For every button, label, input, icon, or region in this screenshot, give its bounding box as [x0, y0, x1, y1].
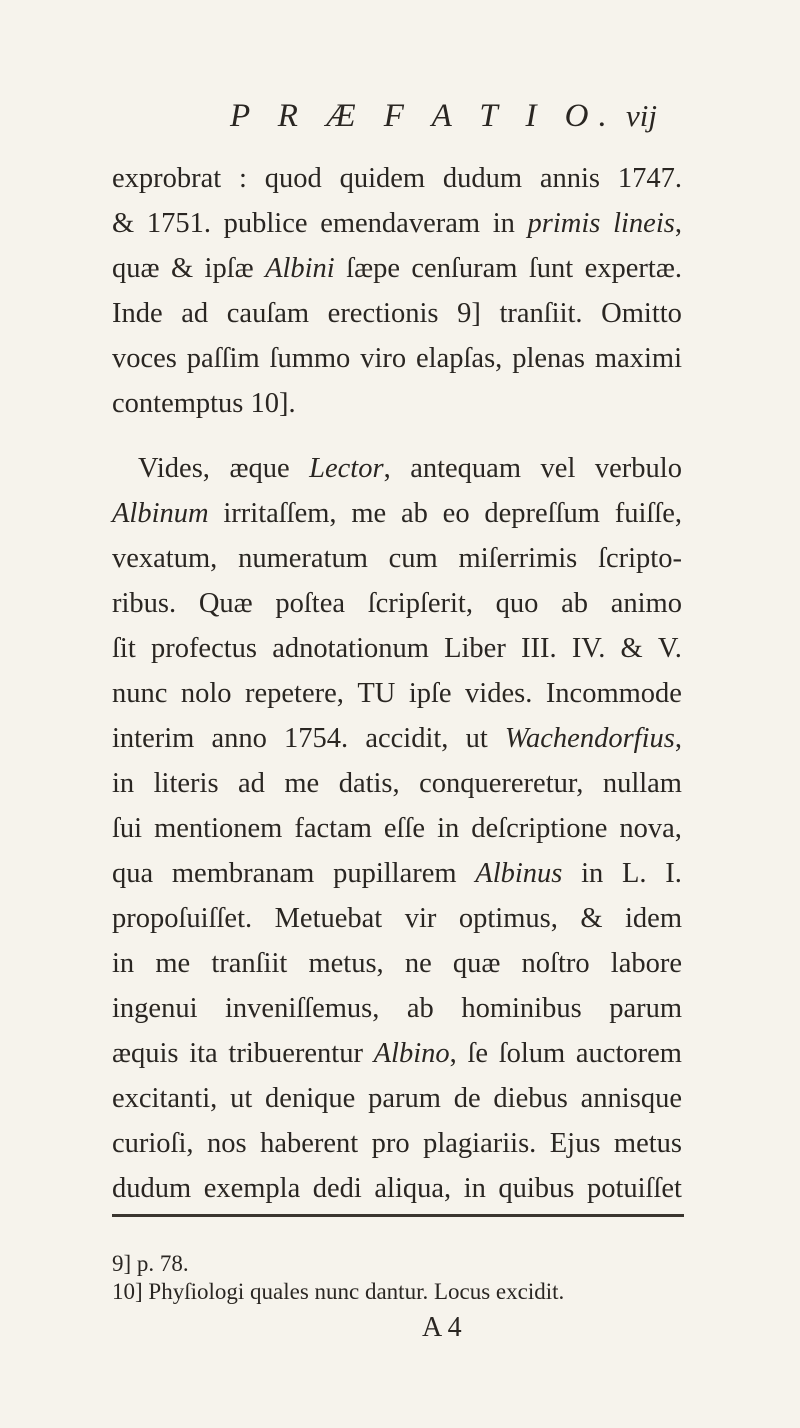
- text-line: Inde ad cauſam erectionis 9] tranſiit. Omitto: [112, 298, 682, 329]
- text-line: & 1751. publice emendaveram in primis lineis,: [112, 208, 682, 239]
- text-line: æquis ita tribuerentur Albino, ſe ſolum auctorem: [112, 1038, 682, 1069]
- text-line: curioſi, nos haberent pro plagiariis. Ejus metus: [112, 1128, 682, 1159]
- text-line: voces paſſim ſummo viro elapſas, plenas maximi: [112, 343, 682, 374]
- running-header: [230, 98, 670, 148]
- text-line: nunc nolo repetere, TU ipſe vides. Incommode: [112, 678, 682, 709]
- text-line: in me tranſiit metus, ne quæ noſtro labore: [112, 948, 682, 979]
- text-line: excitanti, ut denique parum de diebus annisque: [112, 1083, 682, 1114]
- text-line: exprobrat : quod quidem dudum annis 1747.: [112, 163, 682, 194]
- text-line: quæ & ipſæ Albini ſæpe cenſuram ſunt expertæ.: [112, 253, 682, 284]
- text-line: dudum exempla dedi aliqua, in quibus potuiſſet: [112, 1173, 682, 1204]
- text-line: propoſuiſſet. Metuebat vir optimus, & idem: [112, 903, 682, 934]
- text-line: Albinum irritaſſem, me ab eo depreſſum fuiſſe,: [112, 498, 682, 529]
- text-line: ribus. Quæ poſtea ſcripſerit, quo ab animo: [112, 588, 682, 619]
- text-line: ſui mentionem factam eſſe in deſcriptione nova,: [112, 813, 682, 844]
- page-number: vij: [626, 98, 657, 133]
- footnote-9: 9] p. 78.: [112, 1251, 189, 1276]
- text-line: qua membranam pupillarem Albinus in L. I.: [112, 858, 682, 889]
- text-line: Vides, æque Lector, antequam vel verbulo: [138, 453, 682, 484]
- footnote-rule: [112, 1214, 684, 1217]
- text-line: vexatum, numeratum cum miſerrimis ſcripto-: [112, 543, 682, 574]
- running-title: P R Æ F A T I O.: [230, 98, 617, 134]
- text-line: ingenui inveniſſemus, ab hominibus parum: [112, 993, 682, 1024]
- text-line: contemptus 10].: [112, 388, 296, 419]
- signature-mark: A 4: [422, 1312, 462, 1343]
- text-line: interim anno 1754. accidit, ut Wachendorfius,: [112, 723, 682, 754]
- footnote-10: 10] Phyſiologi quales nunc dantur. Locus excidit.: [112, 1279, 565, 1304]
- text-line: ſit profectus adnotationum Liber III. IV. & V.: [112, 633, 682, 664]
- text-line: in literis ad me datis, conquereretur, nullam: [112, 768, 682, 799]
